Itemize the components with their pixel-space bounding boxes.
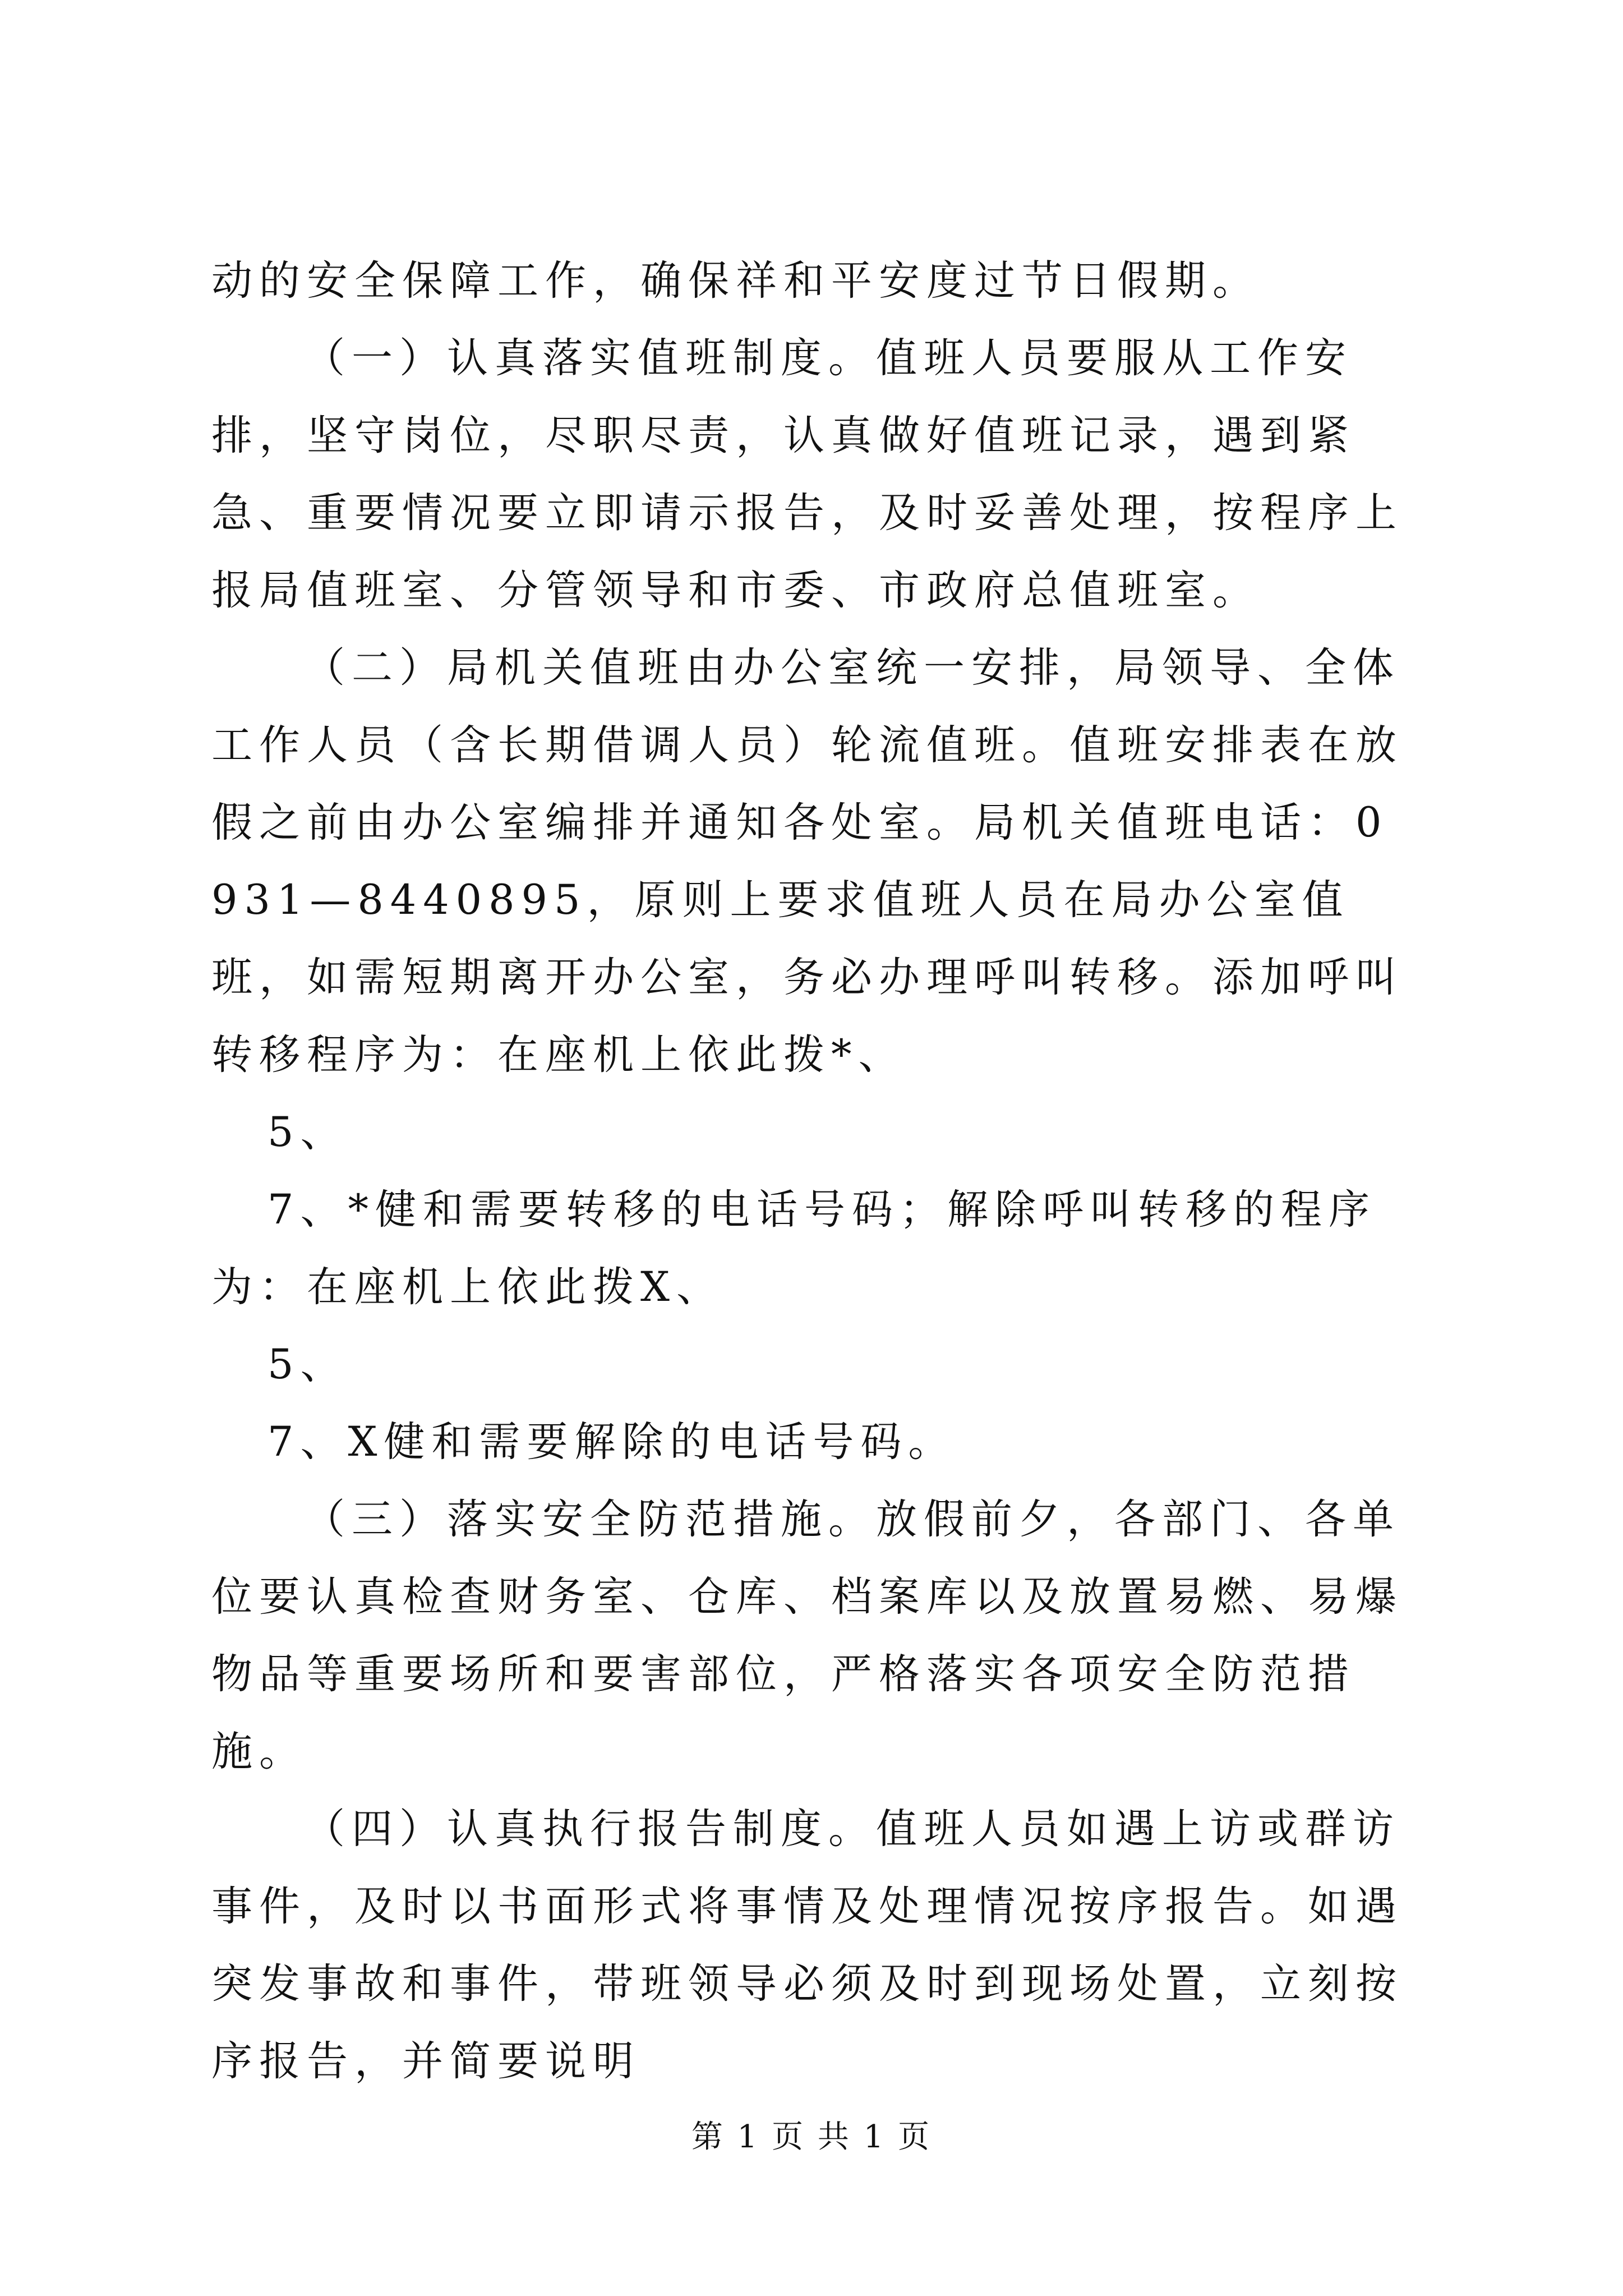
paragraph-section-1: （一）认真落实值班制度。值班人员要服从工作安排，坚守岗位，尽职尽责，认真做好值班记录，遇到紧急、重要情况要立即请示报告，及时妥善处理，按程序上报局值班室、分管领导和市委、市政府总值班室。 — [211, 334, 1403, 614]
paragraph-numbered-5b: 5、 — [268, 1341, 348, 1388]
paragraph-numbered-5a: 5、 — [268, 1108, 348, 1156]
paragraph-section-3: （三）落实安全防范措施。放假前夕，各部门、各单位要认真检查财务室、仓库、档案库以及放置易燃、易爆物品等重要场所和要害部位，严格落实各项安全防范措施。 — [211, 1496, 1403, 1775]
paragraph-numbered-7b: 7、X健和需要解除的电话号码。 — [268, 1418, 956, 1466]
paragraph-numbered-7a: 7、*健和需要转移的电话号码；解除呼叫转移的程序为：在座机上依此拨X、 — [211, 1186, 1376, 1311]
paragraph-section-4: （四）认真执行报告制度。值班人员如遇上访或群访事件，及时以书面形式将事情及处理情况按序报告。如遇突发事故和事件，带班领导必须及时到现场处置，立刻按序报告，并简要说明 — [211, 1805, 1403, 2085]
document-body — [211, 242, 1412, 2100]
paragraph-continuation: 动的安全保障工作，确保祥和平安度过节日假期。 — [211, 257, 1260, 305]
page-footer: 第 1 页 共 1 页 — [691, 2119, 932, 2155]
paragraph-section-2: （二）局机关值班由办公室统一安排，局领导、全体工作人员（含长期借调人员）轮流值班。值班安排表在放假之前由办公室编排并通知各处室。局机关值班电话：0931—8440895，原则上要求值班人员在局办公室值班，如需短期离开办公室，务必办理呼叫转移。添加呼叫转移程序为：在座机上依此拨*、 — [211, 644, 1403, 1079]
